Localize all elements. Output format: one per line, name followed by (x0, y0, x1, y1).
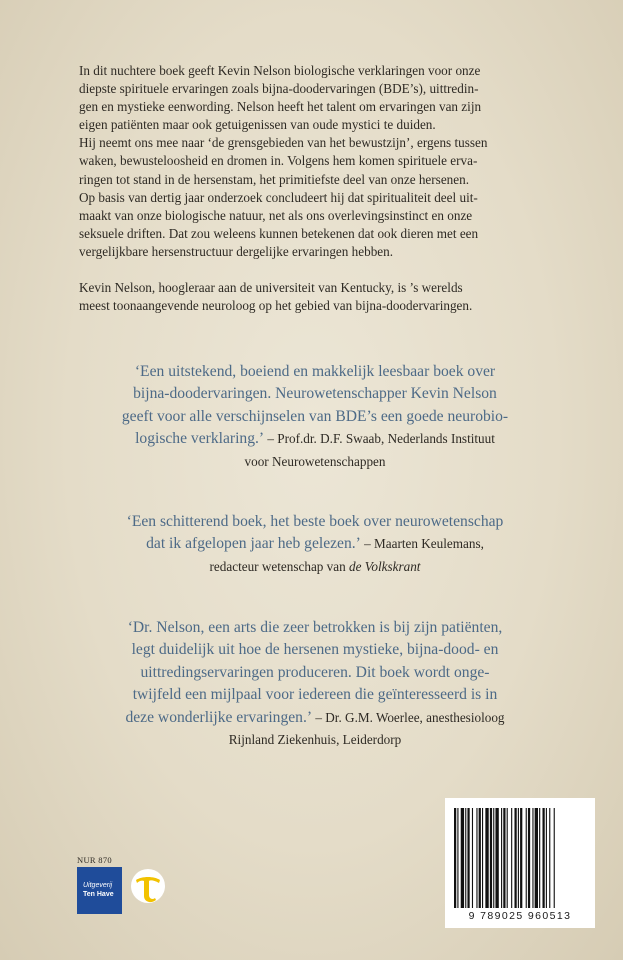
quote-line: uittredingservaringen produceren. Dit boek wordt onge- (140, 663, 490, 681)
quote-attribution (210, 559, 421, 574)
quote-line: legt duidelijk uit hoe de hersenen mystieke, bijna-dood- en (131, 641, 499, 659)
publisher-name-line2: Ten Have (83, 891, 114, 898)
attribution-text: redacteur wetenschap van (209, 558, 350, 574)
blurb-line: maakt van onze biologische natuur, net als ons overlevingsinstinct en onze (79, 207, 473, 223)
blurb-line: Hij neemt ons mee naar ‘de grensgebieden van het bewustzijn’, ergens tussen (79, 135, 488, 151)
blurb-line: meest toonaangevende neuroloog op het gebied van bijna-doodervaringen. (79, 298, 473, 314)
quote-attribution: – Prof.dr. D.F. Swaab, Nederlands Instituut (264, 431, 495, 447)
blurb-line: Op basis van dertig jaar onderzoek concludeert hij dat spiritualiteit deel uit- (79, 189, 478, 205)
quote-attribution: voor Neurowetenschappen (244, 453, 386, 469)
nur-code: NUR 870 (77, 855, 112, 865)
blurb-line: seksuele driften. Dat zou weleens kunnen betekenen dat ook dieren met een (79, 225, 479, 241)
quote-line: ‘Een uitstekend, boeiend en makkelijk leesbaar boek over (134, 363, 496, 380)
blurb-line: Kevin Nelson, hoogleraar aan de universiteit van Kentucky, is ’s werelds (79, 280, 463, 296)
quote-line: deze wonderlijke ervaringen.’ (125, 708, 313, 726)
isbn-barcode (445, 798, 595, 928)
blurb-line: vergelijkbare hersenstructuur dergelijke ervaringen hebben. (79, 243, 394, 259)
quote-attribution: Rijnland Ziekenhuis, Leiderdorp (228, 732, 402, 748)
quote-line: ‘Een schitterend boek, het beste boek over neurowetenschap (126, 513, 504, 530)
quote-attribution: – Maarten Keulemans, (360, 536, 484, 552)
publisher-name-line1: Uitgeverij (83, 882, 113, 889)
quote-line: ‘Dr. Nelson, een arts die zeer betrokken is bij zijn patiënten, (127, 619, 503, 636)
quote-line: bijna-doodervaringen. Neurowetenschapper Kevin Nelson (133, 385, 497, 403)
review-quote-woerlee (70, 617, 560, 751)
barcode-bars (454, 808, 586, 908)
review-quote-keulemans (70, 511, 560, 578)
isbn-number: 9 789025 960513 (468, 910, 572, 922)
ten-have-emblem-icon (130, 868, 166, 904)
blurb-line: eigen patiënten maar ook getuigenissen van oude mystici te duiden. (79, 117, 436, 133)
blurb-line: In dit nuchtere boek geeft Kevin Nelson biologische verklaringen voor onze (79, 63, 481, 78)
blurb-text (79, 62, 549, 315)
blurb-paragraph-2 (79, 279, 549, 315)
quote-attribution: – Dr. G.M. Woerlee, anesthesioloog (312, 709, 505, 725)
newspaper-title: de Volkskrant (349, 558, 421, 574)
quote-line: logische verklaring.’ (135, 430, 265, 448)
blurb-paragraph-1 (79, 62, 549, 261)
blurb-line: diepste spirituele ervaringen zoals bijna-doodervaringen (BDE’s), uittredin- (79, 81, 479, 97)
blurb-line: waken, bewusteloosheid en dromen in. Volgens hem komen spirituele erva- (79, 153, 478, 169)
quote-line: dat ik afgelopen jaar heb gelezen.’ (146, 535, 361, 553)
blurb-line: ringen tot stand in de hersenstam, het primitiefste deel van onze hersenen. (79, 171, 470, 187)
review-quote-swaab (70, 361, 560, 473)
blurb-line: gen en mystieke eenwording. Nelson heeft het talent om ervaringen van zijn (79, 99, 482, 115)
quote-line: twijfeld een mijlpaal voor iedereen die geïnteresseerd is in (132, 686, 498, 704)
quote-line: geeft voor alle verschijnselen van BDE’s een goede neurobio- (121, 407, 509, 425)
publisher-logo (77, 867, 122, 914)
